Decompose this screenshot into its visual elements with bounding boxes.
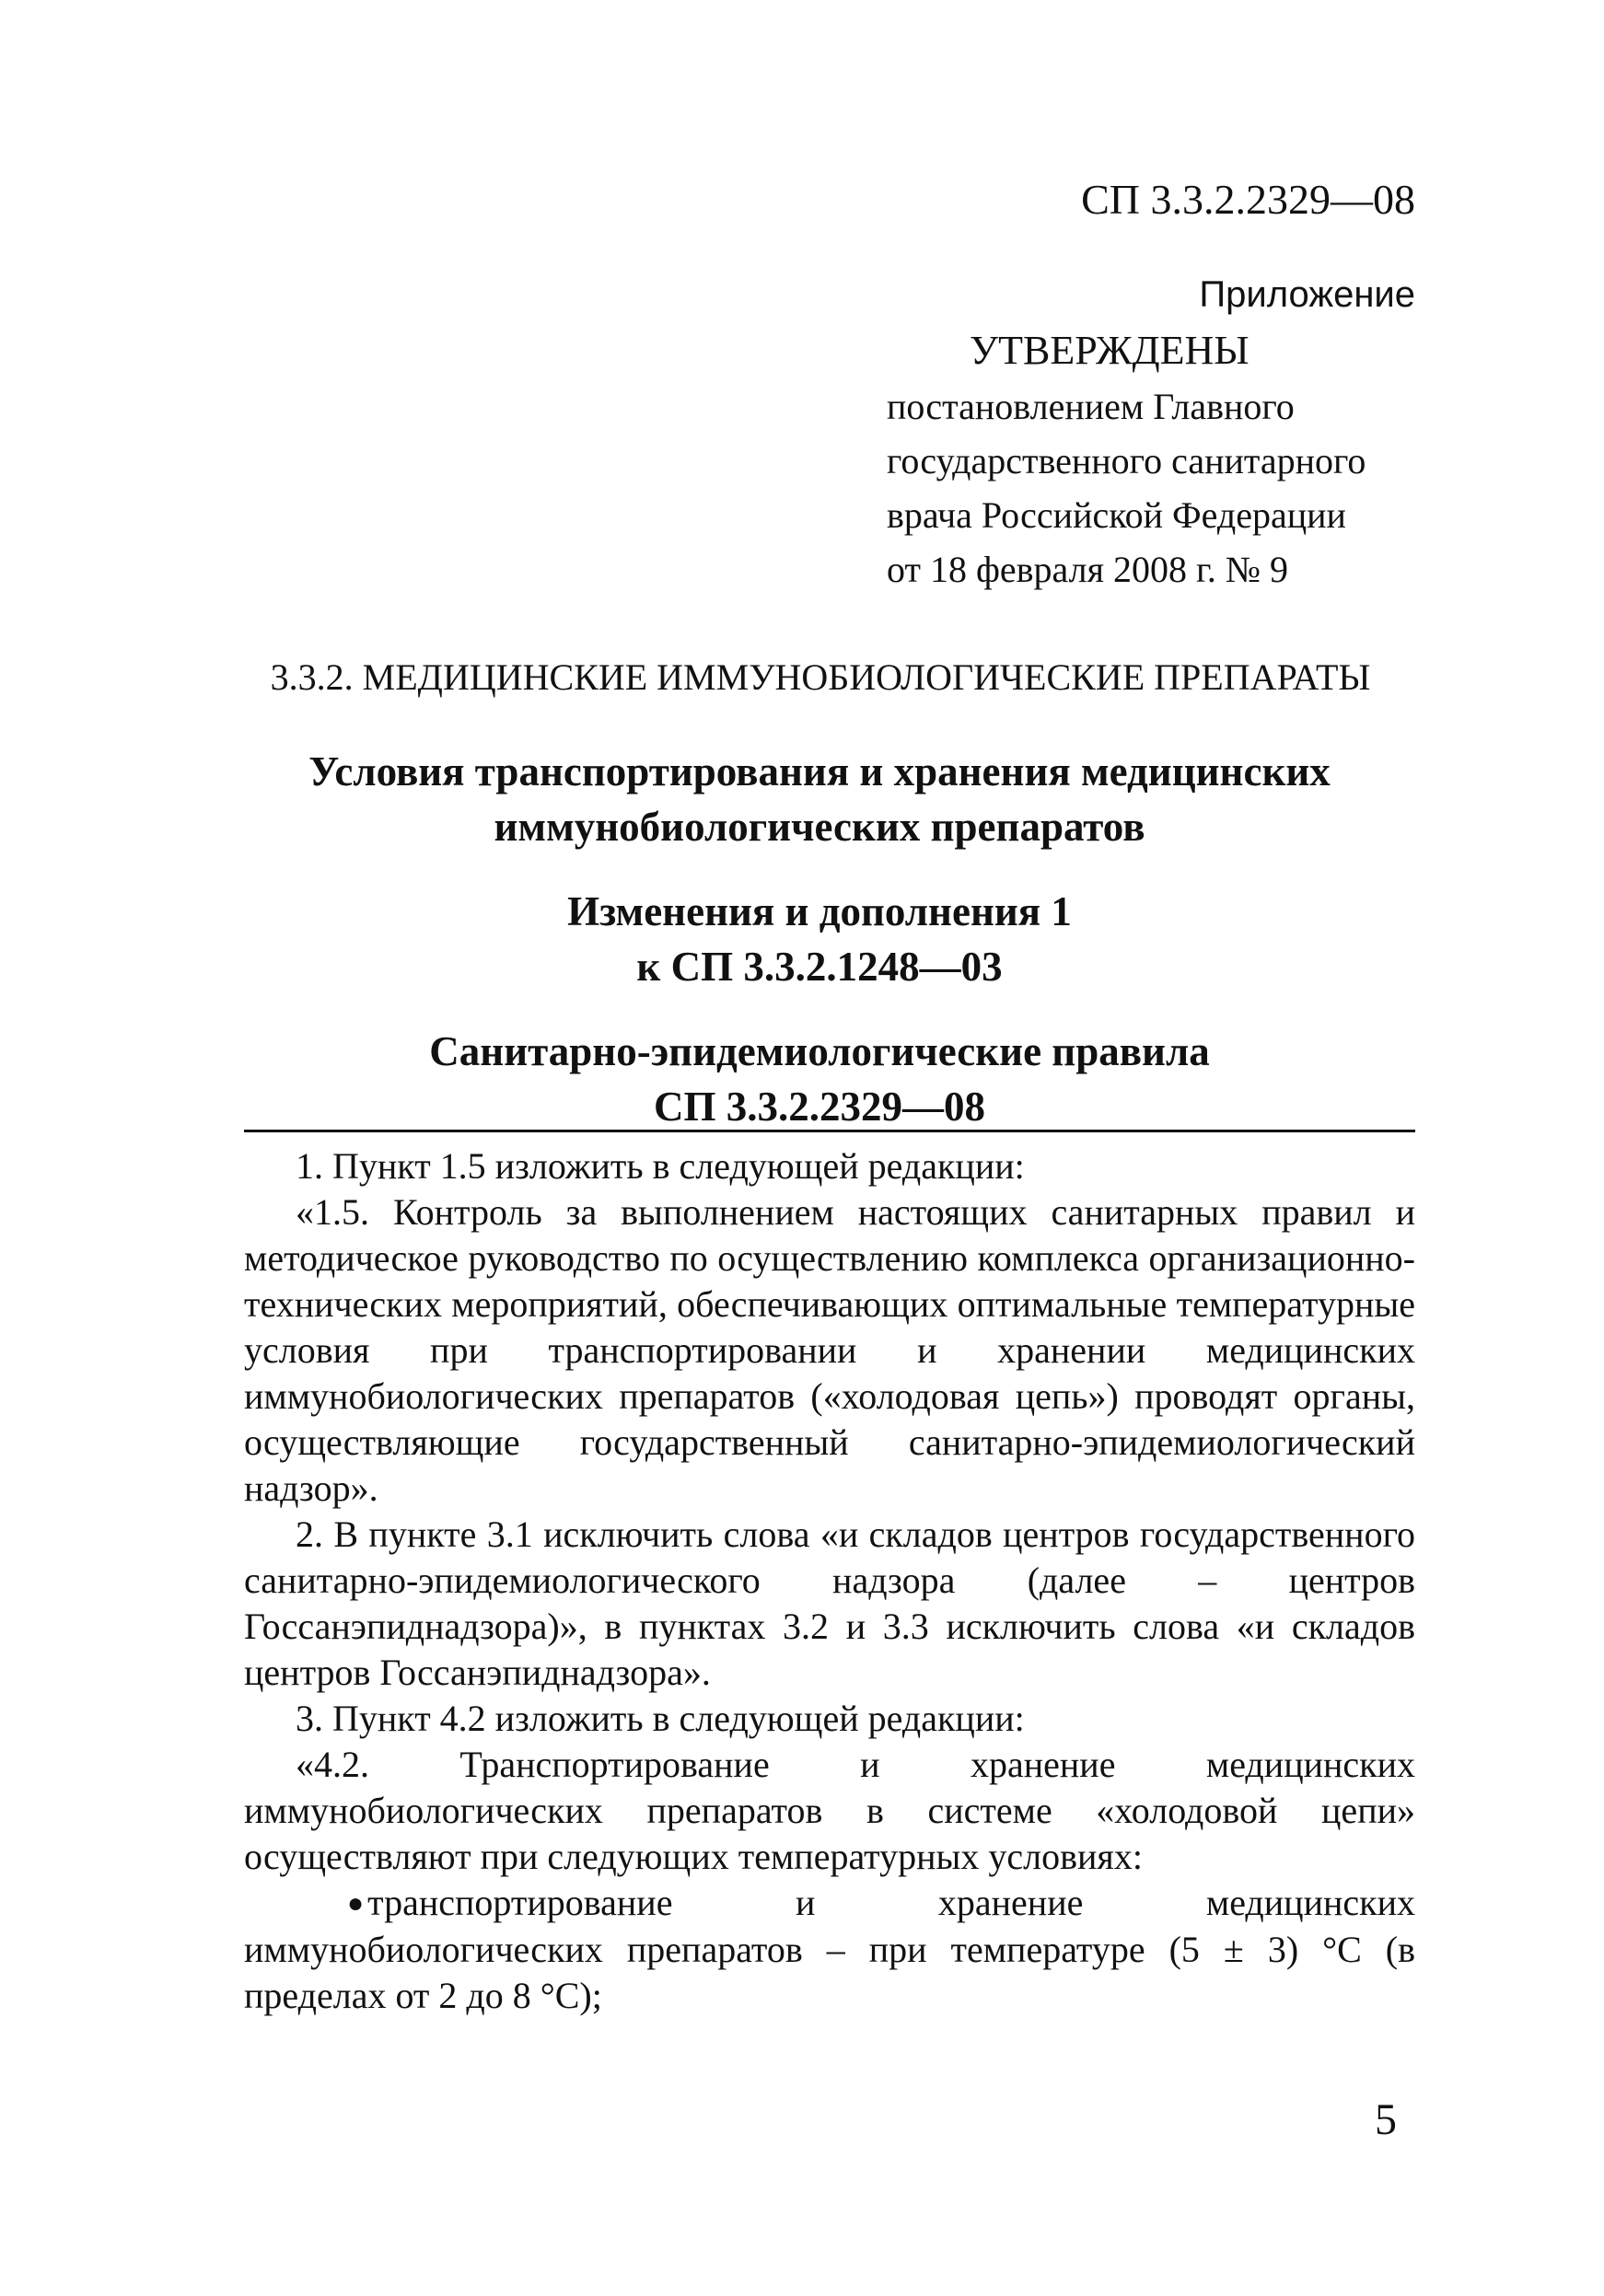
changes-heading-line: к СП 3.3.2.1248—03 (636, 944, 1003, 990)
changes-heading-line: Изменения и дополнения 1 (567, 888, 1072, 934)
bullet-icon: ● (347, 1888, 365, 1919)
rules-heading-line: СП 3.3.2.2329—08 (654, 1084, 985, 1130)
changes-heading (184, 884, 1455, 994)
paragraph: «4.2. Транспортирование и хранение медицинских иммунобиологических препаратов в системе «холодовой цепи» осуществляют при следующих температурных условиях: (244, 1744, 1415, 1877)
approval-line: государственного санитарного (887, 440, 1366, 481)
appendix-label: Приложение (1199, 274, 1415, 315)
section-title: 3.3.2. МЕДИЦИНСКИЕ ИММУНОБИОЛОГИЧЕСКИЕ ПРЕПАРАТЫ (270, 656, 1371, 698)
page-number: 5 (1375, 2095, 1397, 2144)
approval-line: врача Российской Федерации (887, 494, 1346, 536)
document-title-line: иммунобиологических препаратов (494, 804, 1145, 850)
document-title-line: Условия транспортирования и хранения медицинских (308, 748, 1331, 794)
paragraph: 1. Пункт 1.5 изложить в следующей редакции: (296, 1145, 1025, 1187)
paragraph: 3. Пункт 4.2 изложить в следующей редакции: (296, 1698, 1025, 1739)
rules-heading-line: Санитарно-эпидемиологические правила (429, 1028, 1210, 1074)
paragraph: 2. В пункте 3.1 исключить слова «и складов центров государственного санитарно-эпидемиологического надзора (далее – центров Госсанэпиднадзора)», в пунктах 3.2 и 3.3 исключить слова «и складов центров Госсанэпиднадзора». (244, 1513, 1415, 1693)
approval-heading: УТВЕРЖДЕНЫ (970, 328, 1249, 373)
approval-line: от 18 февраля 2008 г. № 9 (887, 549, 1289, 590)
paragraph: «1.5. Контроль за выполнением настоящих санитарных правил и методическое руководство по осуществлению комплекса организационно-технических мероприятий, обеспечивающих оптимальные температурные условия при транспортировании и хранении медицинских иммунобиологических препаратов («холодовая цепь») проводят органы, осуществляющие государственный санитарно-эпидемиологический надзор». (244, 1191, 1415, 1509)
document-code: СП 3.3.2.2329—08 (1081, 176, 1415, 223)
horizontal-divider (244, 1130, 1415, 1132)
bullet-text: транспортирование и хранение медицинских иммунобиологических препаратов – при температуре (5 ± 3) °С (в пределах от 2 до 8 °С); (244, 1882, 1415, 2016)
body-text (244, 1143, 1415, 2019)
document-title (184, 744, 1455, 854)
rules-heading (184, 1024, 1455, 1134)
bullet-paragraph (244, 1880, 1415, 2019)
approval-line: постановлением Главного (887, 386, 1295, 427)
approval-block (887, 322, 1458, 597)
